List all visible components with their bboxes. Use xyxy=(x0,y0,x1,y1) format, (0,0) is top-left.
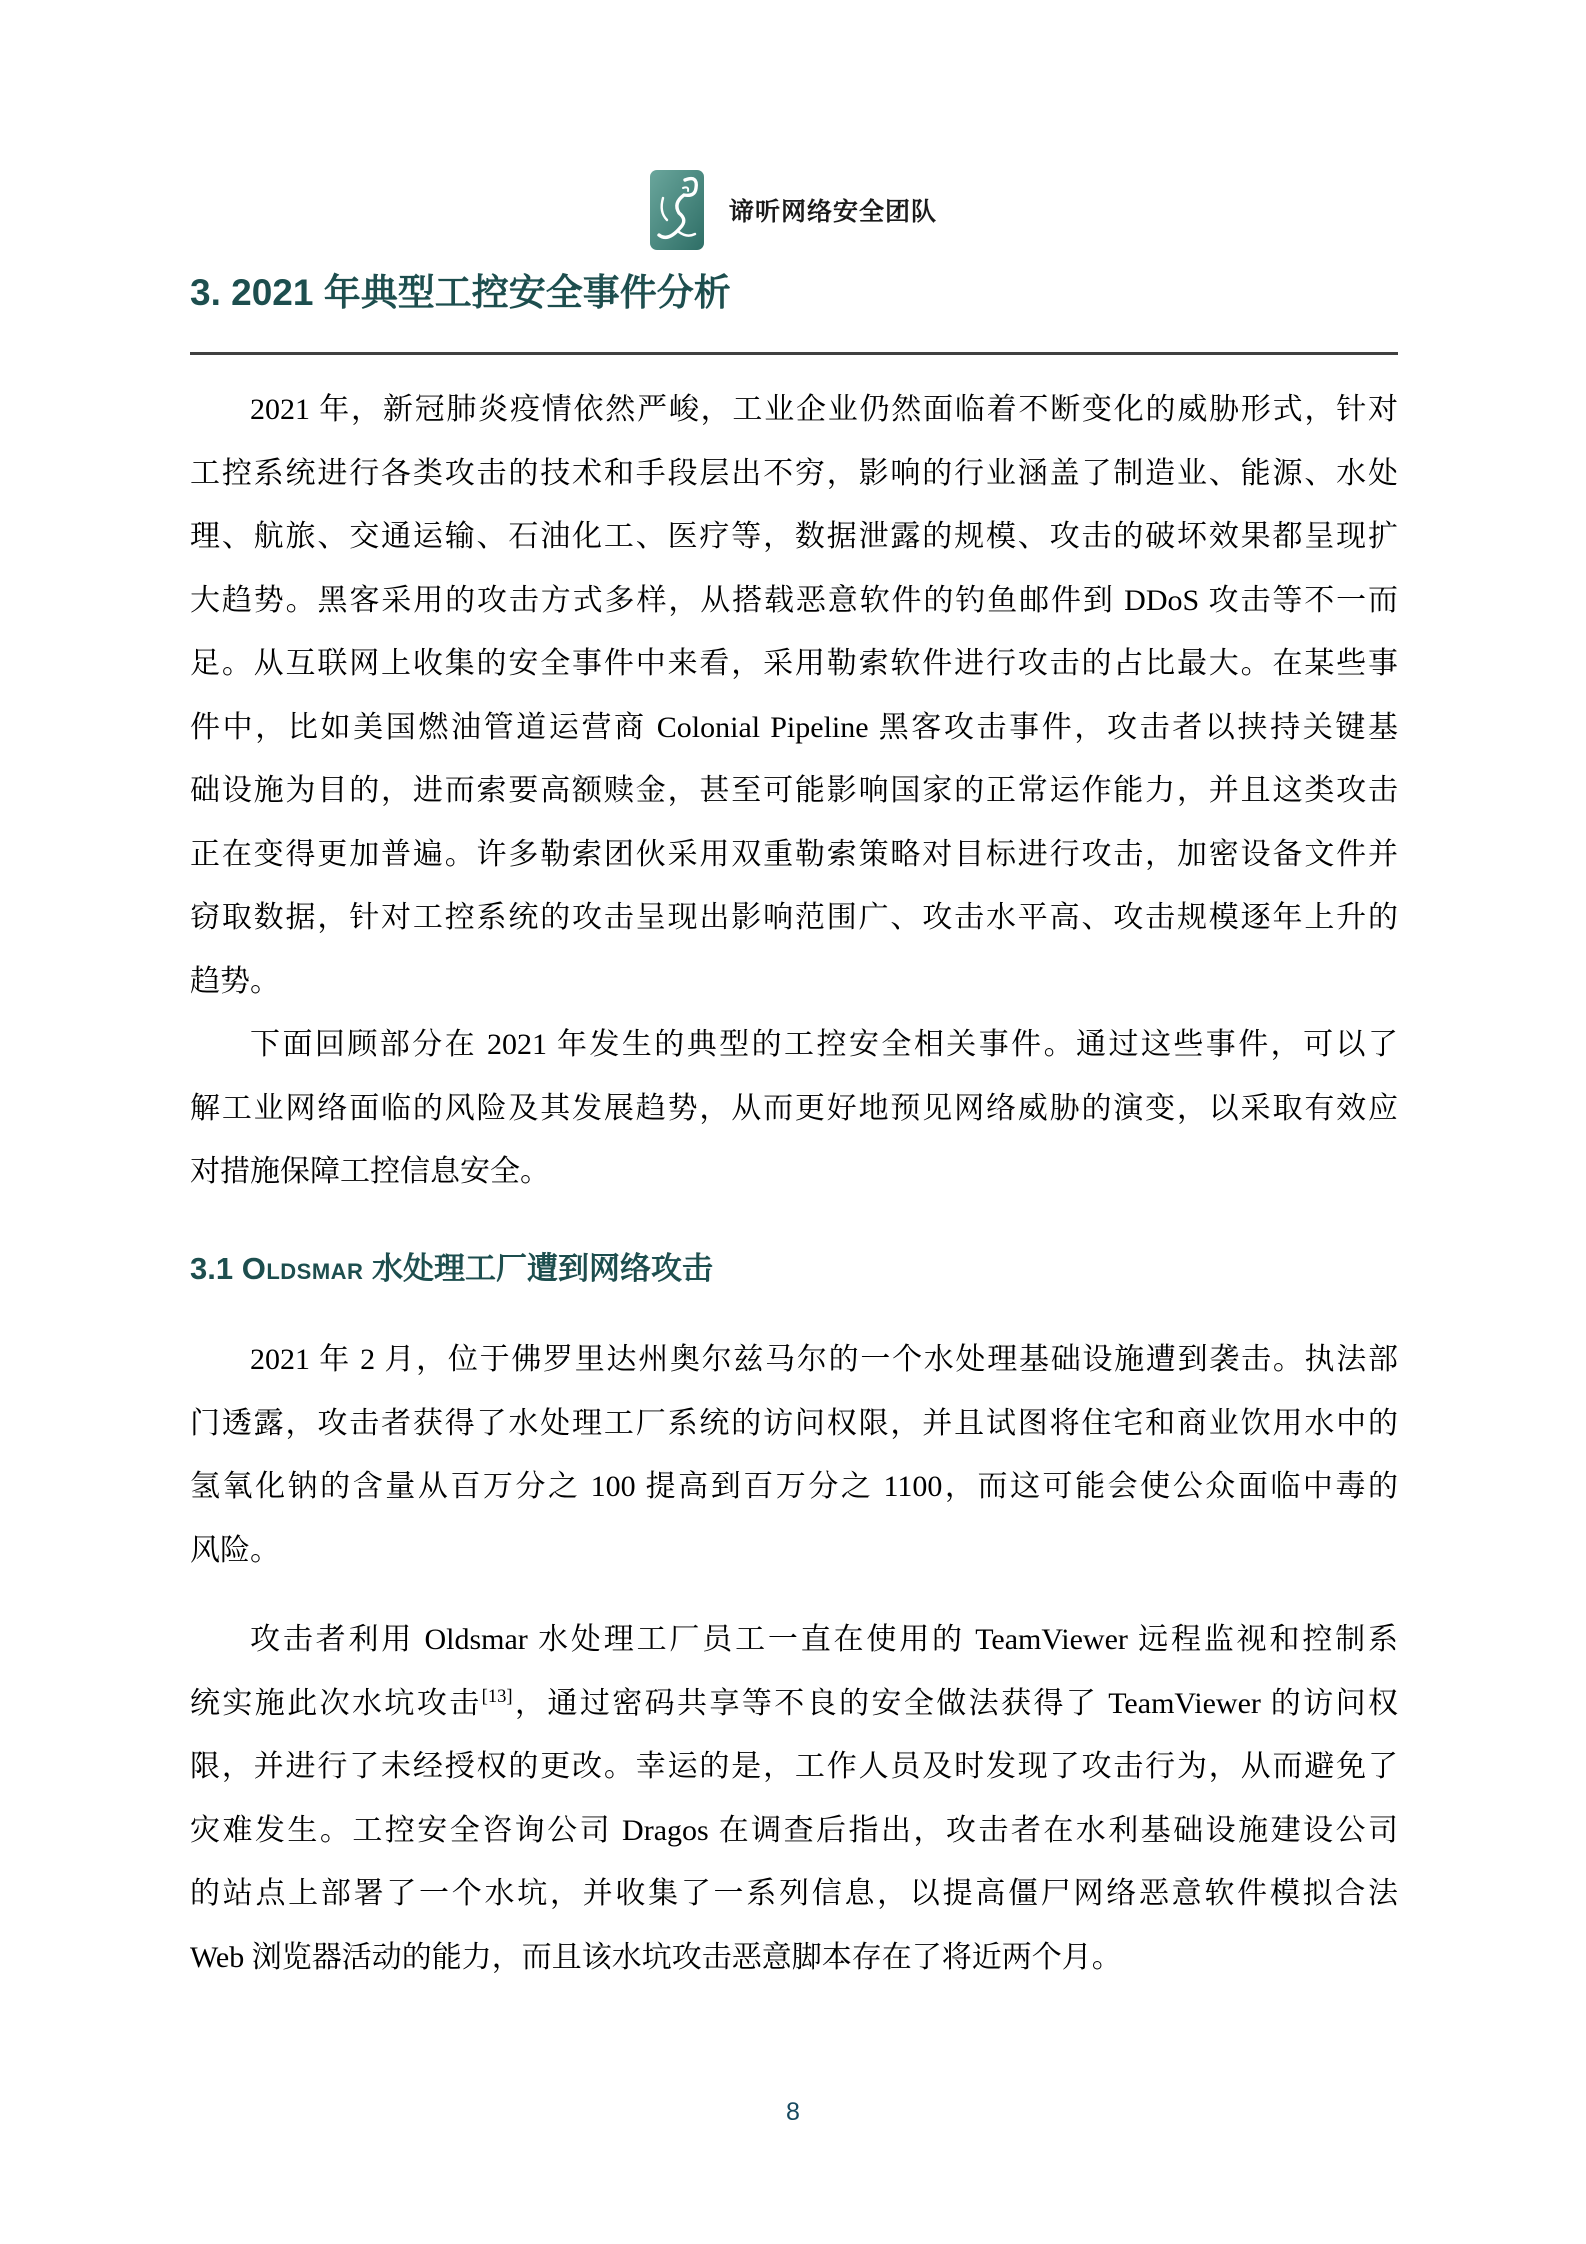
paragraph-oldsmar-incident xyxy=(190,1328,1398,1582)
paragraph-overview xyxy=(190,378,1398,1013)
text-line: 对措施保障工控信息安全。 xyxy=(190,1155,550,1188)
diting-seal-logo-icon xyxy=(649,168,705,252)
text-line: 工控系统进行各类攻击的技术和手段层出不穷，影响的行业涵盖了制造业、能源、水处 xyxy=(190,456,1398,490)
text-line: Web 浏览器活动的能力，而且该水坑攻击恶意脚本存在了将近两个月。 xyxy=(190,1940,1122,1974)
text-line: 攻击者利用 Oldsmar 水处理工厂员工一直在使用的 TeamViewer 远程监视和控制系 xyxy=(250,1623,1398,1656)
team-name: 谛听网络安全团队 xyxy=(728,198,937,226)
subsection-rest: 水处理工厂遭到网络攻击 xyxy=(363,1251,714,1286)
paragraph-oldsmar-details xyxy=(190,1608,1398,1989)
text-line: 下面回顾部分在 2021 年发生的典型的工控安全相关事件。通过这些事件，可以了 xyxy=(250,1028,1398,1061)
text-line: 解工业网络面临的风险及其发展趋势，从而更好地预见网络威胁的演变，以采取有效应 xyxy=(190,1091,1398,1125)
subsection-name-oldsmar: Oldsmar xyxy=(241,1251,364,1286)
text-line: 础设施为目的，进而索要高额赎金，甚至可能影响国家的正常运作能力，并且这类攻击 xyxy=(190,774,1398,807)
text-line: 趋势。 xyxy=(190,964,280,998)
text-line: 足。从互联网上收集的安全事件中来看，采用勒索软件进行攻击的占比最大。在某些事 xyxy=(190,647,1398,680)
subsection-title xyxy=(190,1243,713,1288)
footnote-reference: [13] xyxy=(481,1685,513,1707)
text-line: 件中，比如美国燃油管道运营商 Colonial Pipeline 黑客攻击事件，攻击者以挟持关键基 xyxy=(190,710,1398,744)
text-line: 限，并进行了未经授权的更改。幸运的是，工作人员及时发现了攻击行为，从而避免了 xyxy=(190,1750,1398,1783)
text-line: 2021 年，新冠肺炎疫情依然严峻，工业企业仍然面临着不断变化的威胁形式，针对 xyxy=(250,393,1398,426)
text-line: 2021 年 2 月，位于佛罗里达州奥尔兹马尔的一个水处理基础设施遭到袭击。执法部 xyxy=(250,1343,1398,1376)
paragraph-review-intro xyxy=(190,1013,1398,1204)
text-line: 正在变得更加普遍。许多勒索团伙采用双重勒索策略对目标进行攻击，加密设备文件并 xyxy=(190,837,1398,871)
subsection-number: 3.1 xyxy=(190,1251,242,1286)
text-line: 氢氧化钠的含量从百万分之 100 提高到百万分之 1100，而这可能会使公众面临中毒的 xyxy=(190,1470,1398,1503)
page-number: 8 xyxy=(786,2098,800,2126)
text-line: 门透露，攻击者获得了水处理工厂系统的访问权限，并且试图将住宅和商业饮用水中的 xyxy=(190,1406,1398,1440)
heading-divider xyxy=(190,352,1398,355)
page-header xyxy=(0,168,1586,252)
text-line: 窃取数据，针对工控系统的攻击呈现出影响范围广、攻击水平高、攻击规模逐年上升的 xyxy=(190,901,1398,934)
text-line: 理、航旅、交通运输、石油化工、医疗等，数据泄露的规模、攻击的破坏效果都呈现扩 xyxy=(190,520,1398,553)
text-line: 大趋势。黑客采用的攻击方式多样，从搭载恶意软件的钓鱼邮件到 DDoS 攻击等不一而 xyxy=(190,583,1398,617)
text-line: 统实施此次水坑攻击[13]，通过密码共享等不良的安全做法获得了 TeamViewer 的访问权 xyxy=(190,1685,1398,1720)
text-line: 的站点上部署了一个水坑，并收集了一系列信息，以提高僵尸网络恶意软件模拟合法 xyxy=(190,1877,1398,1910)
text-line: 灾难发生。工控安全咨询公司 Dragos 在调查后指出，攻击者在水利基础设施建设公司 xyxy=(190,1813,1398,1847)
section-title: 3. 2021 年典型工控安全事件分析 xyxy=(190,272,731,313)
text-line: 风险。 xyxy=(190,1533,280,1567)
